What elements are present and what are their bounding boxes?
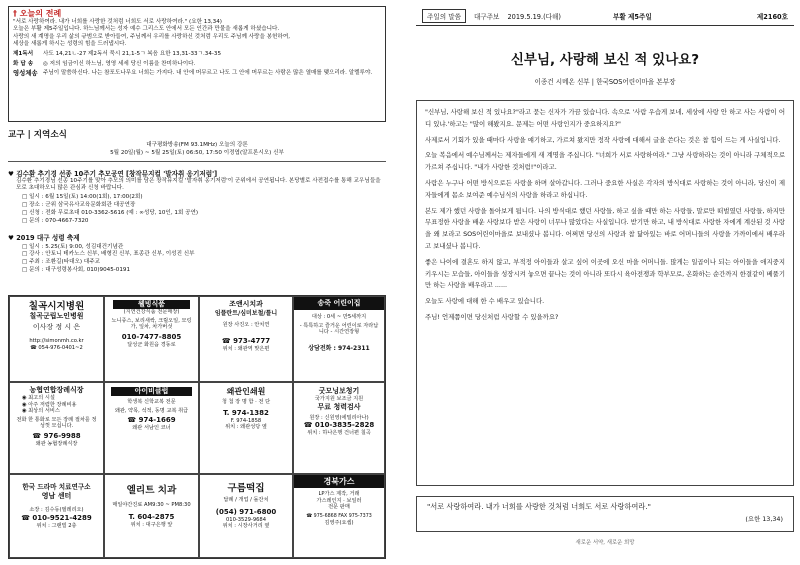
ad-title: 송죽 어린이집 (294, 297, 384, 310)
issue-date: 2019.5.19.(다해) (507, 12, 561, 21)
ad-location: 위치 : 왜관성당 옆 (225, 424, 267, 431)
ad-desc: 매일야간진료 AM9:30 ~ PM8:30 (112, 502, 191, 508)
list-item: □ 신청 : 전화 무료초대 010-3362-5616 (예 : ∞성당, 10인, 1회 공연) (22, 210, 199, 216)
ad-wellbeing (104, 296, 199, 382)
sermon-byline: 이종건 시메온 신부 | 한국SOS어린이마을 본부장 (534, 78, 676, 86)
news-item (8, 168, 386, 226)
sermon-paragraph: 오늘도 사랑에 대해 한 수 배우고 있습니다. (425, 297, 545, 306)
news-item-list (8, 244, 386, 275)
ad-desc: - 특특하고 즐거운 어린이로 자라납니다 - 시간연장형 (299, 322, 379, 336)
news-item-title: ♥ 2019 대구 성령 축제 (8, 233, 80, 242)
ad-elite-dental (104, 474, 199, 558)
sermon-paragraph: 사제로서 기회가 있을 때마다 사랑을 얘기하고, 가르쳐 왔지만 정작 사랑에 대해서 글을 쓴다는 것은 참 힘이 드는 게 사실입니다. (425, 135, 781, 144)
communion-value: 주님이 말씀하신다. 나는 참포도나무요 너희는 가지다. 내 안에 머무르고 나도 그 안에 머무르는 사람은 많은 열매를 맺으리라. 알렐루야. (43, 70, 373, 77)
news-item-list (8, 194, 386, 225)
verse-text: "서로 사랑하여라. 내가 너희를 사랑한 것처럼 너희도 서로 사랑하여라." (427, 502, 651, 511)
list-item: □ 강사 : 안토니 테카노스 신부, 배형진 신부, 표종관 신부, 이성진 신부 (22, 251, 195, 258)
sermon-paragraph: 좋은 나이에 결혼도 하지 않고, 부적정 아이들과 살고 싶어 이곳에 오신 마을 어머니들. 많게는 일곱이나 되는 아이들을 애지중지 키우시는 모습들, 아이들을 성장시켜 놓으면 끝나는 것이 아니라 또다시 육아전쟁과 학부모로, 온화하는 순간까지 한결같이 베풀기만 하는 사랑을 배우라고 ...... (425, 257, 785, 290)
ad-item: LP가스 제작, 거래 (318, 491, 360, 497)
right-page (416, 6, 794, 559)
issue-number: 제2160호 (756, 12, 788, 21)
ad-title: 웰빙식품 (113, 300, 190, 309)
ad-subtitle: 칠곡군립노인병원 (29, 312, 84, 320)
ad-tel: (054) 971-6800 (215, 507, 277, 516)
sermon-paragraph: 주님! 언제쯤이면 당신처럼 사랑할 수 있을까요? (425, 312, 559, 321)
ad-tel: 상담전화 : 974-2311 (308, 344, 370, 352)
ad-desc: 왜관, 약목, 석적, 동명 교복 취급 (114, 407, 189, 414)
ad-funeral (9, 382, 104, 474)
ad-title: 아이비클럽 (111, 387, 192, 396)
news-item-title: ♥ 김수환 추기경 선종 10주기 추모공연 [창작뮤지컬 '발자취 옹기저럼'] (8, 170, 218, 178)
paper-name: 대구주보 (473, 12, 500, 21)
ad-rice-cake (199, 474, 293, 558)
ad-target: 대상 : 0세 ~ 만5세까지 (311, 314, 367, 320)
ad-title: 조앤시치과 (229, 300, 263, 308)
readings-label: 제1독서 (13, 51, 34, 58)
ad-tel: ☎ 010-9521-4289 (21, 513, 92, 522)
ad-hearing-aid (293, 382, 385, 474)
ad-uniform (104, 382, 199, 474)
today-intro-verse: "서로 사랑하여라. 내가 너희를 사랑한 것처럼 너희도 서로 사랑하여라." (요한 13,34) (13, 19, 222, 25)
divider (8, 161, 386, 162)
today-line: 사랑의 새 계명을 우리 삶의 규범으로 받아들여, 주님께서 우리를 사랑하신 것처럼 우리도 주님께 사랑을 봉헌하여, (13, 33, 291, 40)
ad-location: 위치 : 대구은행 앞 (130, 521, 173, 528)
ad-location: 위치 : 하나은행 건너편 칠곡 (307, 430, 371, 437)
list-item: □ 주최 : 조환길(타대오) 대주교 (22, 259, 101, 266)
ad-item: ◉ 아주 저렴한 장례비용 (22, 401, 77, 408)
sermon-body (416, 100, 794, 486)
page-header (416, 6, 794, 26)
sermon-title: 신부님, 사랑해 보신 적 있나요? (510, 52, 700, 68)
left-page (8, 6, 386, 559)
list-item: □ 일시 : 6월 15일(토) 14:00(1회), 17:00(2회) (22, 194, 143, 201)
list-item: □ 일시 : 5.25(토) 9:00, 성김대건기념관 (22, 243, 124, 250)
today-liturgy-title: † 오늘의 전례 (13, 9, 62, 18)
news-item (8, 232, 386, 275)
list-item: □ 장소 : 군위 삼국유사교육문화회관 대공연장 (22, 202, 136, 209)
ad-tel: ☎ 976-9988 (32, 431, 81, 440)
section-tag: 주일의 말씀 (422, 9, 466, 23)
ad-printing (199, 382, 293, 474)
ad-tel: T. 604-2875 (128, 512, 175, 521)
ad-subtitle: 학생복 신학교복 전문 (127, 399, 176, 405)
ad-items: 청 첩 장 명 함 · 전 단 (221, 399, 271, 405)
ad-tel: ☎ 974-1669 (127, 416, 176, 425)
ads-grid (8, 295, 386, 559)
sermon-paragraph: 본도 제가 했던 사랑을 돌아보게 됩니다. 나의 방식대로 했던 사랑들, 하고 싶을 때만 하는 사랑들, 말로만 떠벌였던 사랑들, 하지만 무표정한 사랑을 배운 사랑보다 받은 사랑이 너무나 많았다는 사실입니다. 받기만 하고, 내 방식대로 사랑한 자에게 계산된 것 사랑을 왜 보라고 SOS어린이마을로 보내셨나 봅니다. 어쩌면 당신의 사랑과 참 닮아있는 바로 어머니들의 사랑을 가까이에서 배우라고 보내셨나 봅니다. (425, 206, 785, 250)
ad-subtitle: (지연건강식품 전문매장) (123, 309, 180, 315)
ad-title: 농협연합장례식장 (29, 386, 84, 394)
ad-title: 왜관인쇄원 (226, 387, 266, 396)
radio-notice (8, 142, 386, 157)
sermon-paragraph: "신부님, 사랑해 보신 적 있나요?"라고 묻는 신자가 가끔 있습니다. 속으로 '사람 우습게 보네, 세상에 사랑 안 하고 사는 사람이 어디 있냐.'하고는 "많이 해봤지요. 문제는 어떤 사랑인지가 중요하지요?" (425, 108, 785, 128)
ad-title: 경북가스 (294, 475, 384, 488)
ad-desc: 전화 한 통화로 모든 장례 절차를 정성껏 모십니다. (16, 416, 97, 430)
ad-item: 전문 판매 (328, 504, 350, 511)
radio-line: 대구평화방송(FM 93.1MHz) 오늘의 강론 (146, 142, 248, 148)
psalm-row (13, 60, 381, 68)
ad-item: 가스레인지 · 보일러 (316, 497, 362, 504)
ad-location: 왜관 서남인 코너 (132, 425, 171, 432)
ad-tel: 010-7477-8805 (121, 332, 182, 341)
ad-title: 굿모닝보청기 (318, 387, 360, 395)
ad-tel: ☎ 010-3835-2828 (303, 421, 375, 430)
ad-dental-joan (199, 296, 293, 382)
sermon-paragraph: 사람은 누구나 어떤 방식으로든 사랑을 하며 살아갑니다. 그러나 중요한 사실은 각자의 방식대로 사랑하는 것이 아니라, 당신이 제자들에게 몸소 보여준 예수님식의 사랑을 하라고 하십니다. (425, 178, 785, 199)
liturgical-sunday: 부활 제5주일 (612, 12, 652, 21)
ad-tel: ☎ 975-6868 FAX 975-7373 (306, 513, 372, 519)
today-liturgy-box (8, 6, 386, 122)
ad-location: 위치 : 그랜빌 2층 (36, 522, 77, 529)
ad-name: 김영주(요셉) (324, 520, 354, 527)
list-item: □ 문의 : 대구성령봉사회, 010)9045-0191 (22, 266, 131, 273)
ad-desc: 무료 청력검사 (317, 402, 361, 411)
readings-row (13, 50, 381, 58)
ad-addr: 달성군 화원읍 경동로 (127, 341, 176, 348)
ad-name: 원장 : 신원영(에밀리아나) (309, 414, 369, 421)
ad-hospital (9, 296, 104, 382)
ad-items: 노니쥬스, 보리새싹, 크릴오일, 모링가, 잎차, 차가버섯 (111, 317, 192, 331)
ad-title: 칠곡시지병원 (28, 301, 85, 312)
verse-box (416, 496, 794, 532)
ad-name: 이사장 정 시 은 (32, 323, 81, 331)
page-footer: 새로운 서약, 새로운 희망 (575, 540, 635, 546)
ad-location: 위치 : 시장사거리 옆 (222, 523, 270, 530)
ad-tel: ☎ 054-976-0401~2 (30, 344, 83, 351)
sermon-paragraph: 오늘 복음에서 예수님께서는 제자들에게 새 계명을 주십니다. "너희가 서로 사랑하여라." 그냥 사랑하라는 것이 아니라 구체적으로 가르쳐 주십니다. "내가 사랑한 것처럼!"이라고. (425, 151, 785, 172)
ad-subtitle: 임플란트/심미보철/틀니 (214, 310, 278, 317)
ad-items: 답례 / 개업 / 돌잔치 (223, 497, 269, 503)
psalm-label: 화 답 송 (13, 61, 34, 68)
ad-web: http://simonmh.co.kr (29, 338, 84, 344)
ad-title: 한국 드라마 치료연구소 (22, 483, 91, 491)
psalm-value: ◎ 저의 임금이신 하느님, 영영 세세 당신 이름을 찬미하나이다. (43, 61, 196, 68)
ad-tel: ☎ 973-4777 (221, 336, 271, 345)
ad-location: 위치 : 왜관역 맞은편 (222, 345, 270, 352)
ad-title: 엘리트 치과 (126, 485, 177, 496)
news-title: 교구 | 지역소식 (8, 130, 67, 140)
readings-value: 사도 14,21ㄴ-27 제2독서 묵시 21,1-5ㄱ 복음 요한 13,31-33ㄱ.34-35 (43, 51, 222, 58)
ad-name: 소장 : 김수동(필레리오) (29, 507, 84, 513)
ad-mobile: 010-3529-9684 (225, 516, 267, 523)
ad-daycare (293, 296, 385, 382)
ad-desc: 원장 사진오 : 안치연 (222, 322, 270, 328)
ad-subtitle: 영남 센터 (41, 492, 72, 500)
ad-subtitle: 국가지원 보조금 지원 (314, 396, 364, 402)
ad-item: ◉ 최상의 서비스 (22, 408, 60, 415)
ad-item: ◉ 최고의 시설 (22, 395, 55, 401)
communion-row (13, 70, 381, 77)
news-item-body: 김수환 추기경님 선종 10주기를 맞아 추모의 의미를 담은 창작뮤지컬 '발자취 옹기저럼'이 군위에서 공연됩니다. 본당별로 사전접수를 통해 교우님들을 모로 초대하오니 많은 관심과 신청 바랍니다. (16, 178, 381, 192)
ad-gas (293, 474, 385, 558)
today-line: 오늘은 부활 제5주일입니다. 하느님께서는 성자 예수 그리스도 안에서 모든 인간과 만물을 새롭게 하셨습니다. (13, 26, 280, 33)
ad-fax: F. 974-1858 (230, 417, 262, 424)
today-line: 세상을 새롭게 하시는 성령의 힘을 드러냅시다. (13, 40, 127, 47)
ad-title: 구름떡집 (227, 483, 265, 494)
verse-reference: (요한 13,34) (745, 515, 783, 523)
radio-line: 5월 20일(월) ~ 5월 25일(토) 06:50, 17:50 이정엽(알프론시오) 신부 (110, 149, 284, 156)
list-item: □ 문의 : 070-4667-7320 (22, 217, 89, 224)
ad-tel: T. 974-1382 (223, 408, 269, 417)
communion-label: 영성체송 (13, 69, 38, 78)
ad-location: 왜관 농협장례식장 (35, 440, 78, 447)
ad-drama-therapy (9, 474, 104, 558)
